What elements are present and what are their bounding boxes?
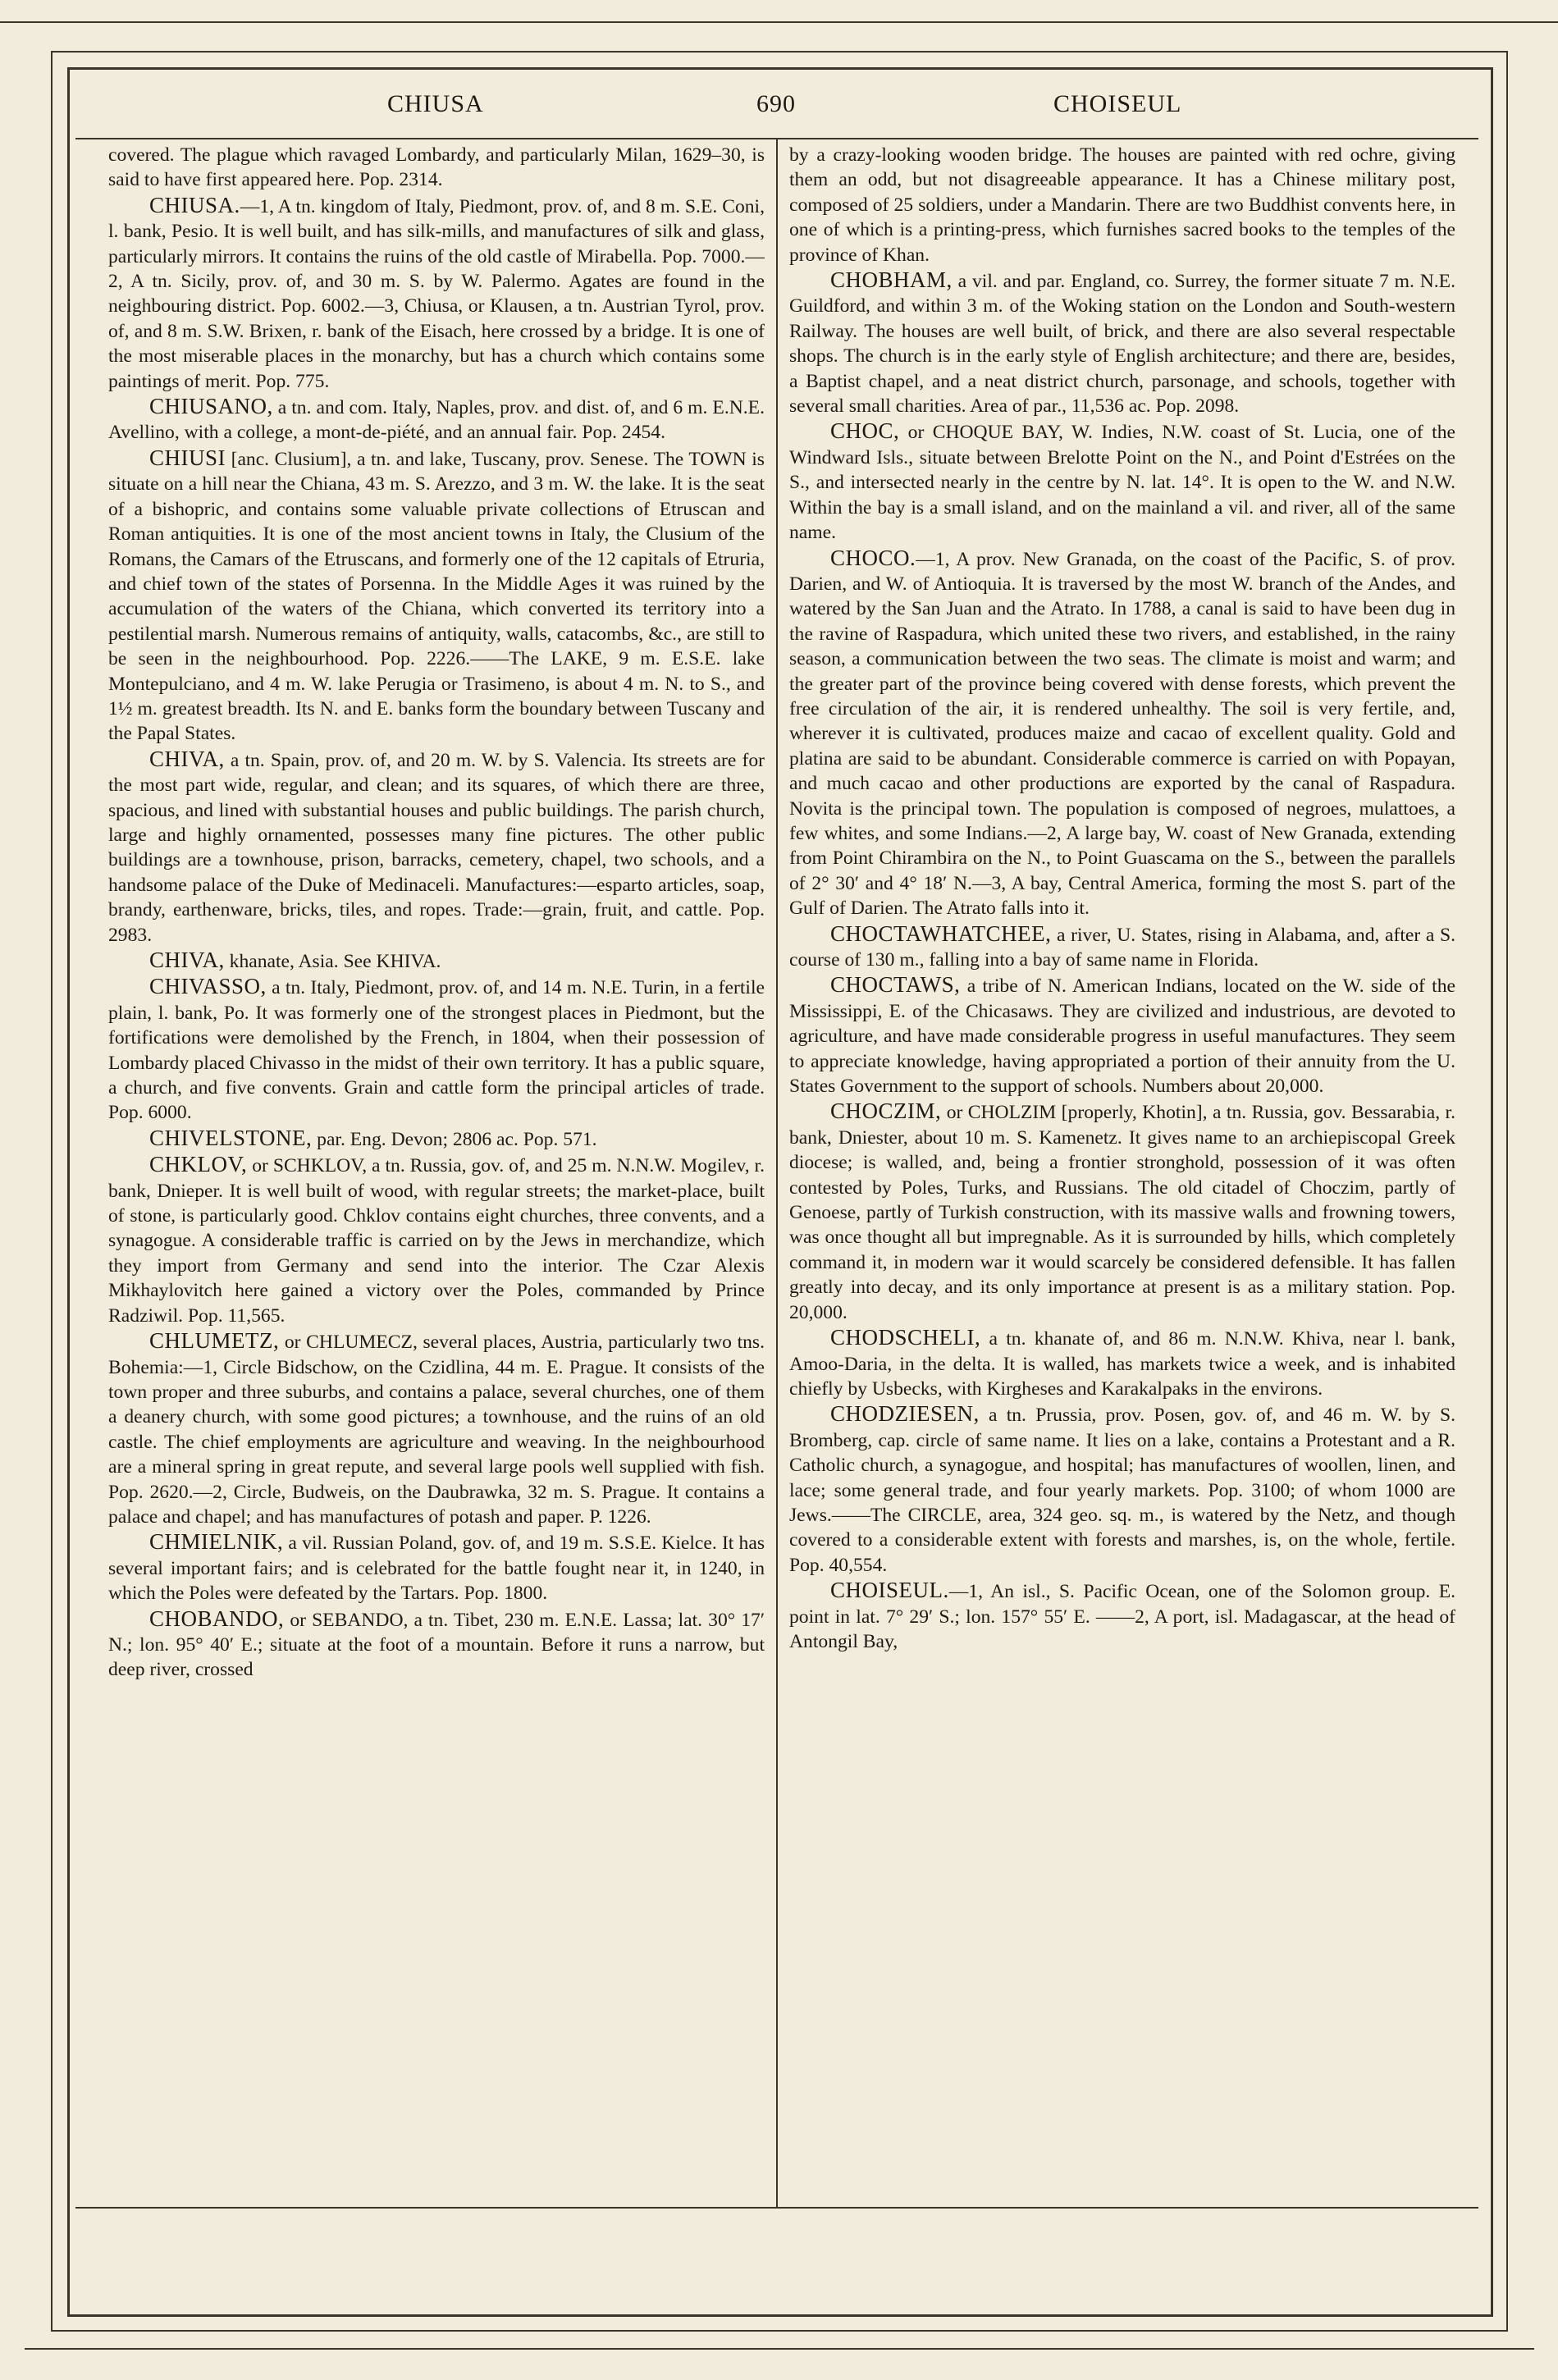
entry-text: or CHOQUE BAY, W. Indies, N.W. coast of St. Lucia, one of the Windward Isls., situate between Brelotte Point on the N., and Point d'Estrées on the S., and intersected nearly in the centre by N. lat. 14°. It is open to the W. and N.W. Within the bay is a small island, and on the mainland a vil. and river, all of the same name.	[789, 422, 1455, 544]
entry-headword: CHIUSA.	[149, 192, 240, 217]
entry-text: a tn. and com. Italy, Naples, prov. and dist. of, and 6 m. E.N.E. Avellino, with a college, a mont-de-piété, and an annual fair. Pop. 2454.	[108, 397, 765, 444]
entry-text: a vil. Russian Poland, gov. of, and 19 m. S.S.E. Kielce. It has several important fairs; and is celebrated for the battle fought near it, in 1240, in which the Poles were defeated by the Tartars. Pop. 1800.	[108, 1533, 765, 1605]
gazetteer-entry	[108, 948, 765, 974]
gazetteer-entry	[789, 1401, 1455, 1578]
gazetteer-entry	[108, 1126, 765, 1152]
bottom-rule	[25, 2348, 1534, 2350]
entry-headword: CHIUSI	[149, 445, 226, 470]
left-column	[108, 143, 765, 2202]
entry-text: khanate, Asia. See KHIVA.	[224, 951, 441, 972]
gazetteer-entry	[108, 445, 765, 747]
entry-headword: CHOBANDO,	[149, 1606, 285, 1631]
gazetteer-entry	[108, 193, 765, 394]
entry-text: a tn. khanate of, and 86 m. N.N.W. Khiva, near l. bank, Amoo-Daria, in the delta. It is walled, has markets twice a week, and is inhabited chiefly by Usbecks, with Kirgheses and Karakalpaks in the environs.	[789, 1328, 1455, 1400]
entry-headword: CHODZIESEN,	[830, 1401, 980, 1427]
entry-text: or CHLUMECZ, several places, Austria, particularly two tns. Bohemia:—1, Circle Bidschow, on the Czidlina, 44 m. E. Prague. It consists of the town proper and three suburbs, and contains a palace, several churches, one of them a deanery church, with some good pictures; a townhouse, and the ruins of an old castle. The chief employments are agriculture and weaving. In the neighbourhood are a mineral spring in great repute, and several large pools well supplied with fish. Pop. 2620.—2, Circle, Budweis, on the Daubrawka, 32 m. S. Prague. It contains a palace and chapel; and has manufactures of potash and paper. P. 1226.	[108, 1332, 765, 1528]
gazetteer-entry	[108, 1152, 765, 1328]
gazetteer-entry	[789, 267, 1455, 418]
entry-text: a tribe of N. American Indians, located on the W. side of the Mississippi, E. of the Chicasaws. They are civilized and industrious, are devoted to agriculture, and have made considerable progress in useful manufactures. They seem to appreciate knowledge, having appropriated a portion of their annuity from the U. States Government to the support of schools. Numbers about 20,000.	[789, 975, 1455, 1098]
gazetteer-entry	[108, 394, 765, 445]
gazetteer-entry	[108, 974, 765, 1125]
entry-headword: CHOCO.	[830, 545, 916, 570]
entry-text: —1, A tn. kingdom of Italy, Piedmont, prov. of, and 8 m. S.E. Coni, l. bank, Pesio. It is well built, and has silk-mills, and manufactures of silk and glass, particularly mirrors. It contains the ruins of the old castle of Mirabella. Pop. 7000.—2, A tn. Sicily, prov. of, and 30 m. S. by W. Palermo. Agates are found in the neighbouring district. Pop. 6002.—3, Chiusa, or Klausen, a tn. Austrian Tyrol, prov. of, and 8 m. S.W. Brixen, r. bank of the Eisach, here crossed by a bridge. It is one of the most miserable places in the monarchy, but has a church which contains some paintings of merit. Pop. 775.	[108, 195, 765, 392]
entry-text: covered. The plague which ravaged Lombardy, and particularly Milan, 1629–30, is said to have first appeared here. Pop. 2314.	[108, 144, 765, 191]
page-number: 690	[756, 90, 796, 117]
entry-text: [anc. Clusium], a tn. and lake, Tuscany, prov. Senese. The TOWN is situate on a hill near the Chiana, 43 m. S. Arezzo, and 3 m. W. the lake. It is the seat of a bishopric, and contains some valuable private collections of Etruscan and Roman antiquities. It is one of the most ancient towns in Italy, the Clusium of the Romans, the Camars of the Etruscans, and formerly one of the 12 capitals of Etruria, and chief town of the states of Porsenna. In the Middle Ages it was ruined by the accumulation of the waters of the Chiana, which converted its territory into a pestilential marsh. Numerous remains of antiquity, walls, catacombs, &c., are still to be seen in the neighbourhood. Pop. 2226.——The LAKE, 9 m. E.S.E. lake Montepulciano, and 4 m. W. lake Perugia or Trasimeno, is about 4 m. N. to S., and 1½ m. greatest breadth. Its N. and E. banks form the boundary between Tuscany and the Papal States.	[108, 448, 765, 745]
entry-headword: CHMIELNIK,	[149, 1529, 284, 1555]
entry-headword: CHIVASSO,	[149, 974, 267, 999]
gazetteer-entry	[789, 1099, 1455, 1325]
entry-text: par. Eng. Devon; 2806 ac. Pop. 571.	[312, 1128, 597, 1150]
entry-headword: CHOCTAWS,	[830, 972, 961, 998]
entry-text: a tn. Spain, prov. of, and 20 m. W. by S. Valencia. Its streets are for the most part wide, regular, and clean; and its squares, of which there are three, spacious, and lined with substantial houses and public buildings. The parish church, large and highly ornamented, possesses many fine pictures. The other public buildings are a townhouse, prison, barracks, cemetery, chapel, two schools, and a handsome palace of the Duke of Medinaceli. Manufactures:—esparto articles, soap, brandy, earthenware, bricks, tiles, and ropes. Trade:—grain, fruit, and cattle. Pop. 2983.	[108, 749, 765, 946]
text-bottom-rule	[75, 2207, 1478, 2209]
entry-text: by a crazy-looking wooden bridge. The houses are painted with red ochre, giving them an odd, but not disagreeable appearance. It has a Chinese military post, composed of 25 soldiers, under a Mandarin. There are two Buddhist convents here, in one of which is a printing-press, which furnishes sacred books to the temples of the province of Khan.	[789, 144, 1455, 266]
header-last-word: CHOISEUL	[1053, 90, 1182, 117]
entry-text: a tn. Prussia, prov. Posen, gov. of, and 46 m. W. by S. Bromberg, cap. circle of same name. It lies on a lake, contains a Protestant and a R. Catholic church, a synagogue, and hospital; has manufactures of woollen, linen, and lace; some general trade, and four yearly markets. Pop. 3100; of whom 1000 are Jews.——The CIRCLE, area, 324 geo. sq. m., is watered by the Netz, and though covered to a considerable extent with forests and marshes, is, on the whole, fertile. Pop. 40,554.	[789, 1405, 1455, 1576]
entry-headword: CHOBHAM,	[830, 267, 953, 293]
header-first-word: CHIUSA	[387, 90, 484, 117]
entry-headword: CHODSCHELI,	[830, 1325, 981, 1350]
entry-headword: CHIVELSTONE,	[149, 1125, 313, 1150]
gazetteer-entry	[789, 1325, 1455, 1401]
entry-text: —1, An isl., S. Pacific Ocean, one of the Solomon group. E. point in lat. 7° 29′ S.; lon. 157° 55′ E. ——2, A port, isl. Madagascar, at the head of Antongil Bay,	[789, 1581, 1455, 1652]
top-rule	[0, 21, 1558, 23]
gazetteer-entry	[789, 418, 1455, 545]
entry-text: or SEBANDO, a tn. Tibet, 230 m. E.N.E. Lassa; lat. 30° 17′ N.; lon. 95° 40′ E.; situate at the foot of a mountain. Before it runs a narrow, but deep river, crossed	[108, 1609, 765, 1681]
continued-paragraph	[789, 143, 1455, 267]
running-header	[75, 90, 1478, 131]
entry-headword: CHOISEUL.	[830, 1578, 949, 1603]
gazetteer-entry	[789, 921, 1455, 973]
gazetteer-entry	[108, 1606, 765, 1683]
gazetteer-entry	[108, 1529, 765, 1606]
gazetteer-entry	[789, 546, 1455, 921]
entry-headword: CHIUSANO,	[149, 394, 273, 419]
right-column	[789, 143, 1455, 2202]
entry-headword: CHOC,	[830, 418, 900, 444]
entry-headword: CHOCTAWHATCHEE,	[830, 920, 1052, 946]
entry-text: a vil. and par. England, co. Surrey, the former situate 7 m. N.E. Guildford, and within 3 m. of the Woking station on the London and South-western Railway. The houses are well built, of brick, and there are also several respectable shops. The church is in the early style of English architecture; and there are, besides, a Baptist chapel, and a neat district church, parsonage, and schools, together with several small charities. Area of par., 11,536 ac. Pop. 2098.	[789, 271, 1455, 418]
entry-headword: CHLUMETZ,	[149, 1328, 280, 1354]
entry-headword: CHIVA,	[149, 746, 225, 771]
gazetteer-entry	[108, 1328, 765, 1529]
entry-text: or SCHKLOV, a tn. Russia, gov. of, and 25 m. N.N.W. Mogilev, r. bank, Dnieper. It is well built of wood, with regular streets; the market-place, built of stone, is particularly good. Chklov contains eight churches, three convents, and a synagogue. A considerable traffic is carried on by the Jews in merchandize, which they import from Germany and send into the interior. The Czar Alexis Mikhaylovitch here gained a victory over the Poles, commanded by Prince Radziwil. Pop. 11,565.	[108, 1155, 765, 1327]
entry-text: a tn. Italy, Piedmont, prov. of, and 14 m. N.E. Turin, in a fertile plain, l. bank, Po. It was formerly one of the strongest places in Piedmont, but the fortifications were demolished by the French, in 1804, when their possession of Lombardy placed Chivasso in the midst of their own territory. It has a public square, a church, and five convents. Grain and cattle form the principal articles of trade. Pop. 6000.	[108, 977, 765, 1124]
gazetteer-entry	[789, 1578, 1455, 1654]
gazetteer-entry	[108, 747, 765, 948]
entry-headword: CHOCZIM,	[830, 1099, 942, 1124]
gazetteer-entry	[789, 972, 1455, 1099]
entry-headword: CHKLOV,	[149, 1152, 248, 1177]
column-divider	[776, 139, 778, 2207]
entry-text: a river, U. States, rising in Alabama, and, after a S. course of 130 m., falling into a bay of same name in Florida.	[789, 924, 1455, 971]
continued-paragraph	[108, 143, 765, 193]
entry-text: or CHOLZIM [properly, Khotin], a tn. Russia, gov. Bessarabia, r. bank, Dniester, about 10 m. S. Kamenetz. It gives name to an archiepiscopal Greek diocese; is walled, and, being a frontier stronghold, possession of it was often contested by Poles, Turks, and Russians. The old citadel of Choczim, partly of Genoese, partly of Turkish construction, with its massive walls and frowning towers, was once thought all but impregnable. As it is surrounded by hills, which completely command it, in modern war it would scarcely be considered defensible. It has fallen greatly into decay, and its only importance at present is as a military station. Pop. 20,000.	[789, 1102, 1455, 1323]
entry-headword: CHIVA,	[149, 948, 225, 972]
entry-text: —1, A prov. New Granada, on the coast of the Pacific, S. of prov. Darien, and W. of Antioquia. It is traversed by the most W. branch of the Andes, and watered by the San Juan and the Atrato. In 1788, a canal is said to have been dug in the ravine of Raspadura, which united these two rivers, and established, in the rainy season, a communication between the two seas. The climate is moist and warm; and the greater part of the province being covered with dense forests, which prevent the free circulation of the air, it is rendered unhealthy. The soil is very fertile, and, wherever it is cultivated, produces maize and cacao of excellent quality. Gold and platina are said to be abundant. Considerable commerce is carried on with Popayan, and much cacao and other productions are exported by the canal of Raspadura. Novita is the principal town. The population is composed of negroes, mulattoes, a few whites, and some Indians.—2, A large bay, W. coast of New Granada, extending from Point Chirambira on the N., to Point Guascama on the S., between the parallels of 2° 30′ and 4° 18′ N.—3, A bay, Central America, forming the most S. part of the Gulf of Darien. The Atrato falls into it.	[789, 548, 1455, 920]
